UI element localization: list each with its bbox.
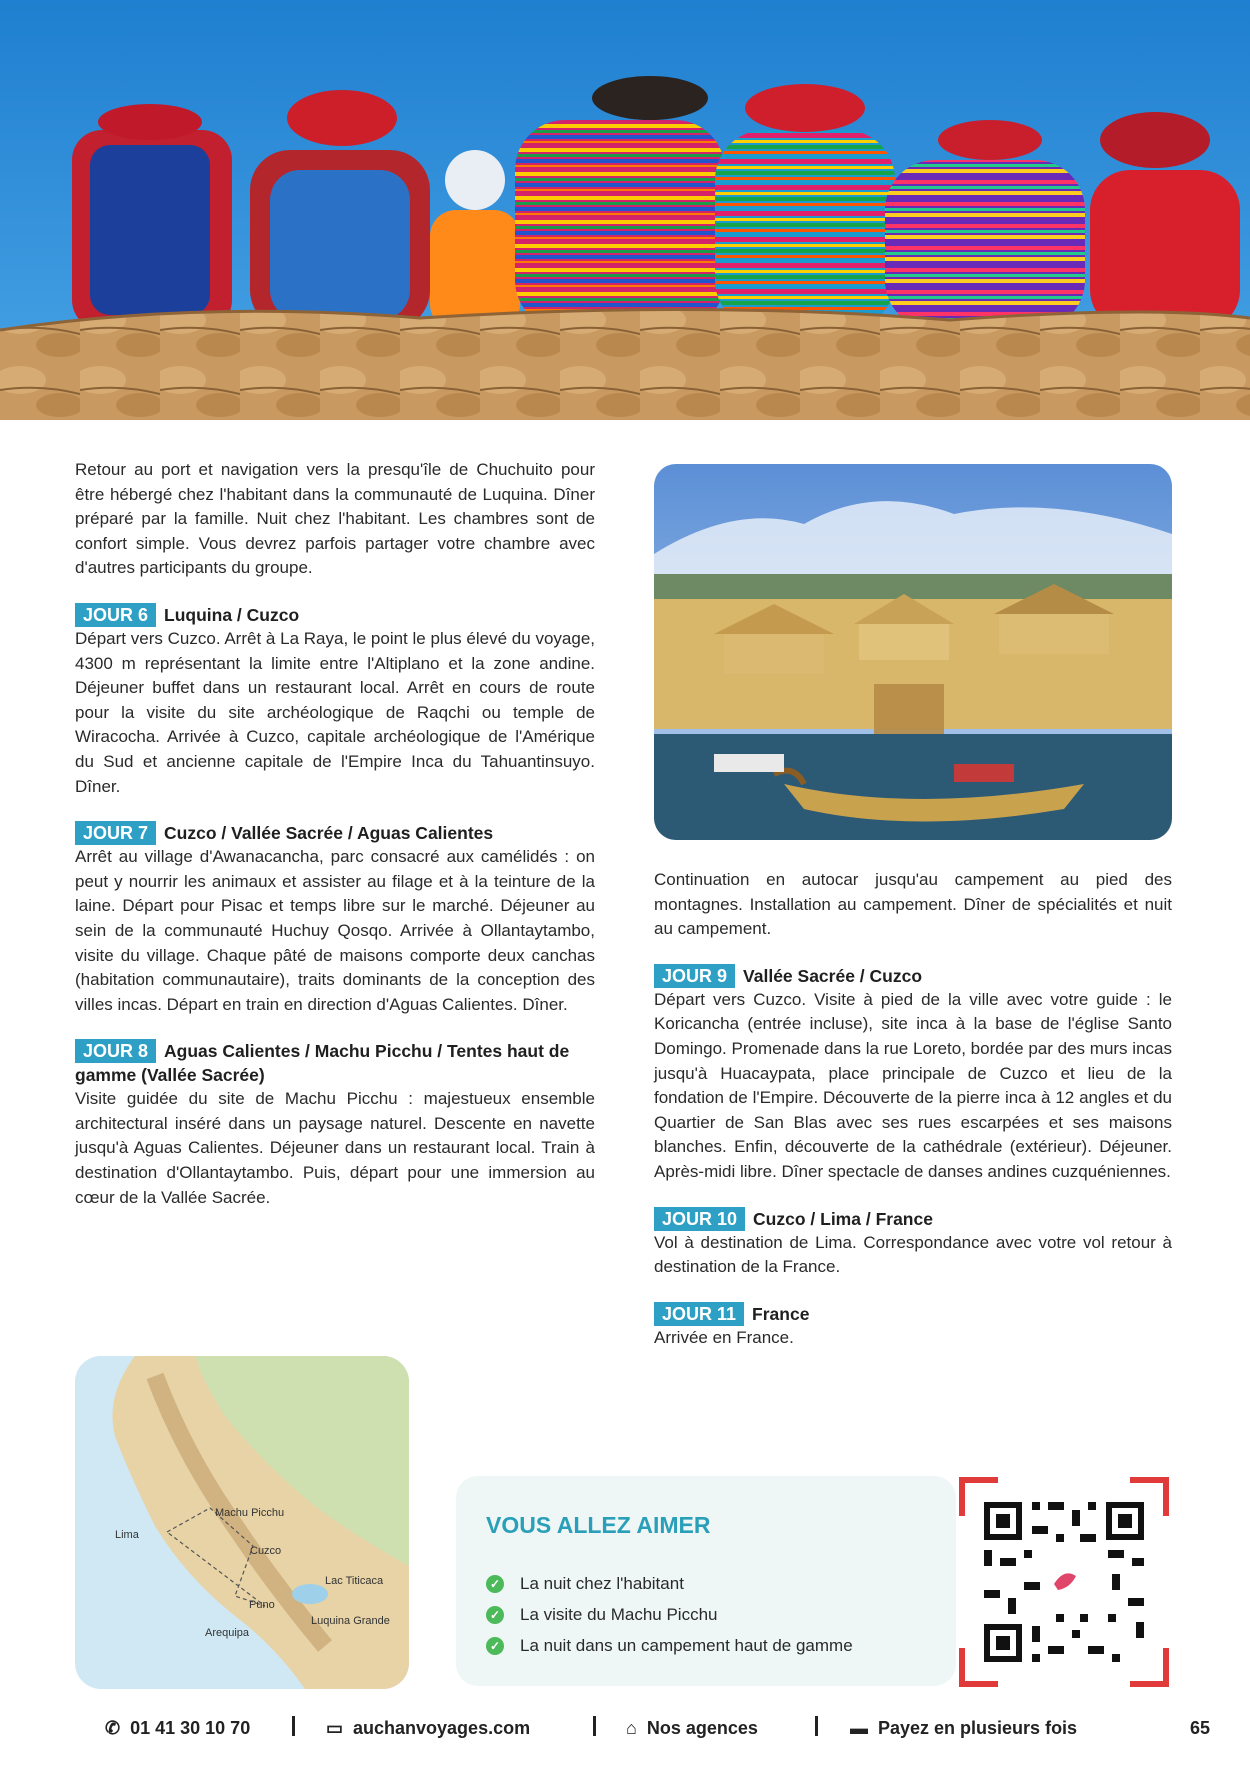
- day-heading: [654, 1207, 1172, 1231]
- map-image: [75, 1356, 409, 1689]
- map-label-puno: Puno: [249, 1599, 275, 1611]
- map-label-luquina-grande: Luquina Grande: [311, 1615, 390, 1627]
- day-title: Aguas Calientes / Machu Picchu / Tentes haut de gamme (Vallée Sacrée): [75, 1041, 570, 1086]
- day-text: Arrivée en France.: [654, 1327, 794, 1347]
- divider: [593, 1716, 596, 1736]
- highlights-box: [456, 1476, 956, 1686]
- day-heading: [75, 1039, 595, 1087]
- day-heading: [654, 964, 1172, 988]
- day-text: Vol à destination de Lima. Correspondance avec votre vol retour à destination de la France.: [654, 1232, 1172, 1277]
- highlights-title: VOUS ALLEZ AIMER: [486, 1512, 711, 1538]
- footer: [0, 1716, 1250, 1746]
- day-tag: JOUR 6: [75, 603, 156, 627]
- day-7: [75, 821, 595, 1017]
- map-label-machu-picchu: Machu Picchu: [215, 1507, 285, 1519]
- day-9: [654, 964, 1172, 1185]
- day-text: Visite guidée du site de Machu Picchu : majestueux ensemble architectural inséré dans un paysage naturel. Descente en navette jusqu'à Aguas Calientes. Déjeuner dans un restaurant local. Train à destination d'Ollantaytambo. Puis, départ pour une immersion au cœur de la Vallée Sacrée.: [75, 1089, 595, 1207]
- check-icon: ✓: [486, 1637, 504, 1655]
- day-6: [75, 603, 595, 799]
- right-intro-paragraph: Continuation en autocar jusqu'au campement au pied des montagnes. Installation au campement. Dîner de spécialités et nuit au campement.: [654, 870, 1172, 939]
- day-heading: [654, 1302, 1172, 1326]
- intro-paragraph: Retour au port et navigation vers la presqu'île de Chuchuito pour être hébergé chez l'habitant dans la communauté de Luquina. Dîner préparé par la famille. Nuit chez l'habitant. Les chambres sont de confort simple. Vous devrez parfois partager votre chambre avec d'autres participants du groupe.: [75, 460, 595, 578]
- credit-card-icon: ▬: [850, 1718, 868, 1738]
- day-tag: JOUR 11: [654, 1302, 744, 1326]
- phone-icon: ✆: [105, 1718, 121, 1738]
- day-text: Départ vers Cuzco. Arrêt à La Raya, le point le plus élevé du voyage, 4300 m représentant la limite entre l'Altiplano et la zone andine. Déjeuner buffet dans un restaurant local. Arrêt en cours de route pour la visite du site archéologique de Raqchi ou temple de Wiracocha. Arrivée à Cuzco, capitale archéologique de l'Amérique du Sud et ancienne capitale de l'Empire Inca du Tahuantinsuyo. Dîner.: [75, 628, 595, 796]
- divider: [815, 1716, 818, 1736]
- day-title: Cuzco / Vallée Sacrée / Aguas Calientes: [164, 823, 494, 844]
- map-label-lima: Lima: [115, 1529, 139, 1541]
- check-icon: ✓: [486, 1606, 504, 1624]
- day-title: Vallée Sacrée / Cuzco: [743, 965, 923, 986]
- day-tag: JOUR 7: [75, 821, 156, 845]
- home-icon: ⌂: [626, 1718, 637, 1738]
- page-number: 65: [1190, 1718, 1211, 1738]
- footer-website[interactable]: ▭ auchanvoyages.com: [326, 1718, 531, 1738]
- qr-code-icon: [958, 1476, 1170, 1688]
- map-label-lac-titicaca: Lac Titicaca: [325, 1575, 384, 1587]
- day-title: Cuzco / Lima / France: [753, 1208, 933, 1229]
- map-label-cuzco: Cuzco: [250, 1545, 282, 1557]
- lake-image: [654, 464, 1172, 840]
- day-text: Départ vers Cuzco. Visite à pied de la ville avec votre guide : le Koricancha (entrée incluse), site inca à la base de l'église Santo Domingo. Promenade dans la rue Loreto, bordée par des murs incas jusqu'à Huacaypata, place principale de Cuzco et lieu de la fondation de l'Empire. Découverte de la pierre inca à 12 angles et du Quartier de San Blas avec ses rues escarpées et ses maisons blanches. Enfin, découverte de la cathédrale (extérieur). Déjeuner. Après-midi libre. Dîner spectacle de danses andines cuzquéniennes.: [654, 989, 1172, 1181]
- footer-phone[interactable]: ✆ 01 41 30 10 70: [105, 1718, 251, 1738]
- list-item: ✓ La visite du Machu Picchu: [486, 1599, 853, 1630]
- footer-agencies[interactable]: ⌂ Nos agences: [626, 1718, 758, 1738]
- list-item: ✓ La nuit dans un campement haut de gamme: [486, 1630, 853, 1661]
- day-title: Luquina / Cuzco: [164, 604, 300, 625]
- monitor-icon: ▭: [326, 1718, 344, 1738]
- day-11: [654, 1302, 1172, 1351]
- day-8: [75, 1039, 595, 1210]
- day-tag: JOUR 9: [654, 964, 735, 988]
- divider: [292, 1716, 295, 1736]
- map-label-arequipa: Arequipa: [205, 1627, 250, 1639]
- check-icon: ✓: [486, 1575, 504, 1593]
- day-heading: [75, 821, 595, 845]
- day-text: Arrêt au village d'Awanacancha, parc consacré aux camélidés : on peut y nourrir les animaux et assister au filage et à la teinture de la laine. Départ pour Pisac et temps libre sur le marché. Déjeuner au sein de la communauté Huchuy Qosqo. Arrivée à Ollantaytambo, visite du village. Chaque pâté de maisons comporte deux canchas (habitation communautaire), traits dominants de la conception des villes incas. Départ en train en direction d'Aguas Calientes. Dîner.: [75, 847, 595, 1014]
- day-heading: [75, 603, 595, 627]
- day-title: France: [752, 1303, 810, 1324]
- qr-code[interactable]: [958, 1476, 1170, 1688]
- day-10: [654, 1207, 1172, 1280]
- route-map: [75, 1356, 409, 1689]
- day-tag: JOUR 8: [75, 1039, 156, 1063]
- hero-image: [0, 0, 1250, 420]
- right-column: [654, 868, 1172, 1372]
- list-item: ✓ La nuit chez l'habitant: [486, 1568, 853, 1599]
- hero-photo: [0, 0, 1250, 420]
- lake-titicaca-photo: [654, 464, 1172, 840]
- footer-payment[interactable]: ▬ Payez en plusieurs fois: [850, 1718, 1078, 1738]
- highlights-list: [486, 1568, 853, 1661]
- left-column: [75, 458, 595, 1232]
- day-tag: JOUR 10: [654, 1207, 745, 1231]
